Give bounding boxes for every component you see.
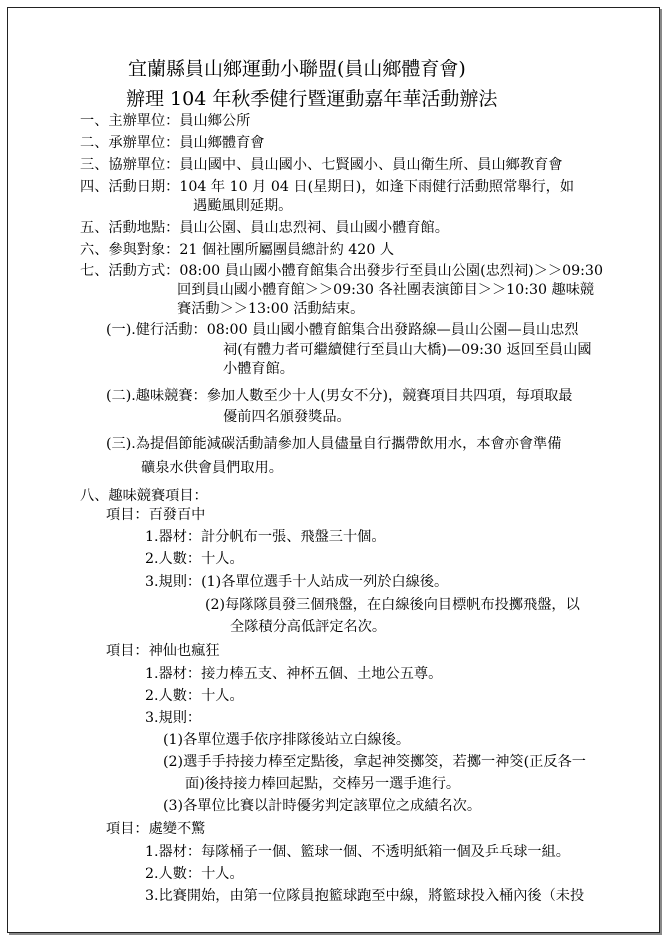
event-1-rule-2: (2)每隊隊員發三個飛盤，在白線後向目標帆布投擲飛盤，以 <box>205 597 580 613</box>
event-1-title: 項目：百發百中 <box>106 507 206 523</box>
section-method-cont2: 賽活動＞＞13:00 活動結束。 <box>177 301 365 317</box>
subsection-hiking: (一).健行活動：08:00 員山國小體育館集合出發路線—員山公園—員山忠烈 <box>106 322 579 338</box>
subsection-hiking-cont2: 小體育館。 <box>223 361 294 377</box>
event-1-rule-2-cont: 全隊積分高低評定名次。 <box>230 619 387 635</box>
event-3-equipment: 1.器材：每隊桶子一個、籃球一個、不透明紙箱一個及乒乓球一組。 <box>145 844 570 860</box>
event-3-rules: 3.比賽開始，由第一位隊員抱籃球跑至中線，將籃球投入桶內後（未投 <box>145 888 585 904</box>
doc-title-line1: 宜蘭縣員山鄉運動小聯盟(員山鄉體育會) <box>128 58 466 80</box>
subsection-water-cont: 礦泉水供會員們取用。 <box>141 460 283 476</box>
doc-title-line2: 辦理 104 年秋季健行暨運動嘉年華活動辦法 <box>126 88 498 110</box>
subsection-hiking-cont1: 祠(有體力者可繼續健行至員山大橋)—09:30 返回至員山國 <box>223 342 592 358</box>
subsection-water: (三).為提倡節能減碳活動請參加人員儘量自行攜帶飲用水，本會亦會準備 <box>106 436 562 452</box>
subsection-competition-cont: 優前四名頒發獎品。 <box>223 409 351 425</box>
subsection-competition: (二).趣味競賽：參加人數至少十人(男女不分)，競賽項目共四項，每項取最 <box>106 388 573 404</box>
event-1-headcount: 2.人數：十人。 <box>145 551 244 567</box>
section-co-organizer: 三、協辦單位：員山國中、員山國小、七賢國小、員山衛生所、員山鄉教育會 <box>80 157 563 173</box>
section-method-cont1: 回到員山國小體育館＞＞09:30 各社團表演節目＞＞10:30 趣味競 <box>177 282 595 298</box>
event-2-rule-1: (1)各單位選手依序排隊後站立白線後。 <box>163 732 411 748</box>
event-2-title: 項目：神仙也瘋狂 <box>106 643 220 659</box>
event-2-headcount: 2.人數：十人。 <box>145 688 244 704</box>
event-2-rule-3: (3)各單位比賽以計時優劣判定該單位之成績名次。 <box>163 798 482 814</box>
section-date: 四、活動日期：104 年 10 月 04 日(星期日)，如逢下雨健行活動照常舉行，如 <box>80 179 575 195</box>
section-date-cont: 遇颱風則延期。 <box>193 198 293 214</box>
event-3-title: 項目：處變不驚 <box>106 821 206 837</box>
event-2-rule-2-cont: 面)後持接力棒回起點，交棒另一選手進行。 <box>185 776 461 792</box>
section-organizer: 一、主辦單位：員山鄉公所 <box>80 113 251 129</box>
event-2-rules: 3.規則： <box>145 710 202 726</box>
document-page <box>7 7 660 933</box>
event-1-equipment: 1.器材：計分帆布一張、飛盤三十個。 <box>145 529 386 545</box>
event-2-rule-2: (2)選手手持接力棒至定點後，拿起神筊擲筊，若擲一神筊(正反各一 <box>163 754 586 770</box>
section-participants: 六、參與對象：21 個社團所屬團員總計約 420 人 <box>80 242 395 258</box>
event-3-headcount: 2.人數：十人。 <box>145 866 244 882</box>
section-events: 八、趣味競賽項目： <box>80 488 208 504</box>
section-undertaker: 二、承辦單位：員山鄉體育會 <box>80 135 265 151</box>
section-location: 五、活動地點：員山公園、員山忠烈祠、員山國小體育館。 <box>80 220 449 236</box>
event-1-rules: 3.規則：(1)各單位選手十人站成一列於白線後。 <box>145 574 449 590</box>
event-2-equipment: 1.器材：接力棒五支、神杯五個、土地公五尊。 <box>145 666 443 682</box>
section-method: 七、活動方式：08:00 員山國小體育館集合出發步行至員山公園(忠烈祠)＞＞09:30 <box>80 263 603 279</box>
